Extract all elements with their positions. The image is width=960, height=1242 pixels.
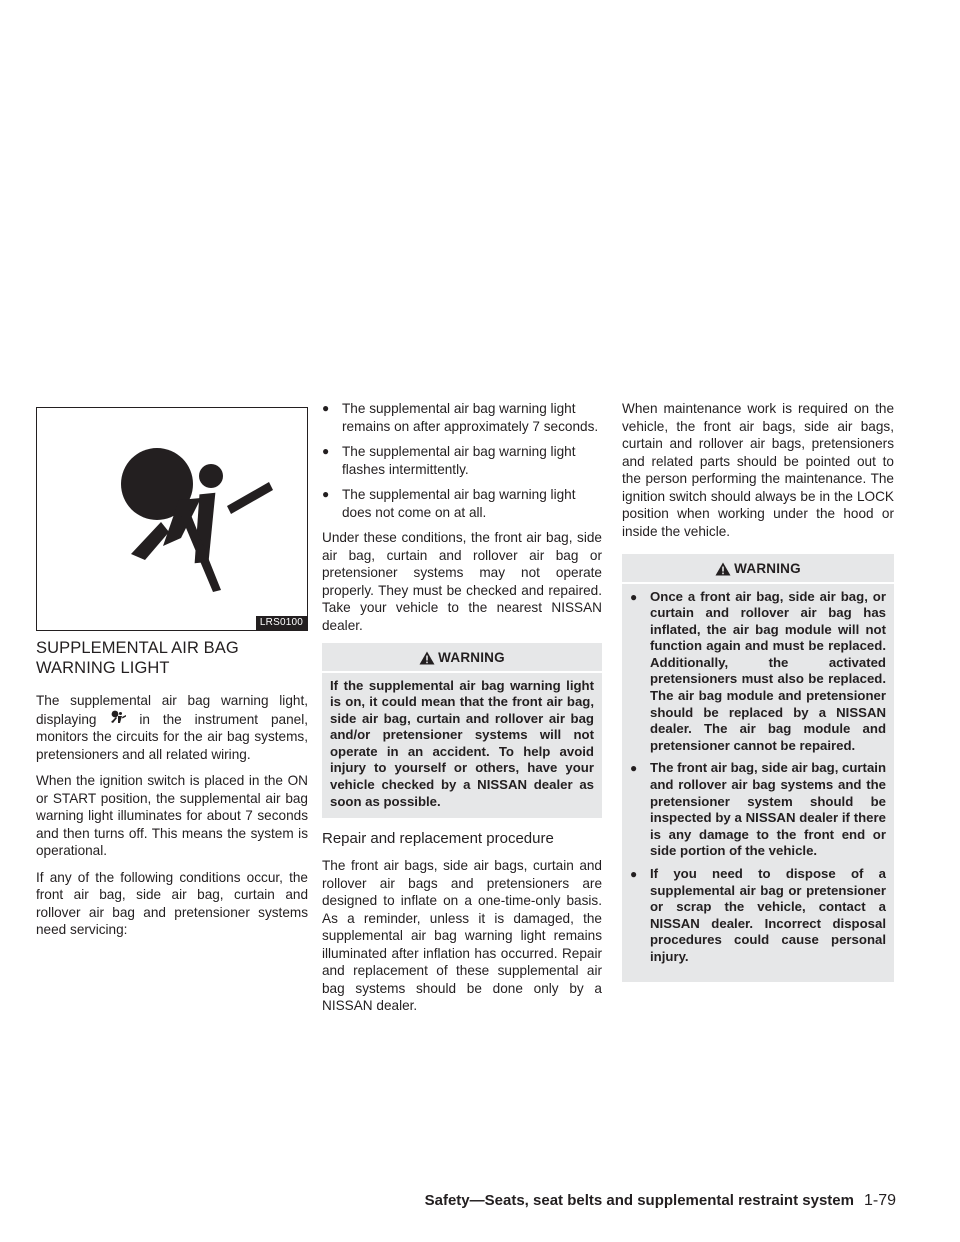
service-paragraph: Under these conditions, the front air bag, side air bag, curtain and rollover air bag or pretensioner systems may not operate properly. They must be checked and repaired. Take your vehicle to the nearest NISSAN dealer. (322, 530, 602, 633)
conditions-list (322, 400, 602, 521)
warning-triangle-icon (715, 562, 731, 576)
column-middle (322, 400, 602, 1024)
list-item: ● If you need to dispose of a supplemental air bag or pretensioner or scrap the vehicle, contact a NISSAN dealer. Incorrect disposal procedures could cause personal injury. (630, 866, 886, 964)
column-left (36, 400, 308, 948)
ignition-paragraph: When the ignition switch is placed in the ON or START position, the supplemental air bag warning light illuminates for about 7 seconds and then turns off. This means the system is operational. (36, 773, 308, 858)
list-item: ● The front air bag, side air bag, curtain and rollover air bag systems and the pretensioner system should be inspected by a NISSAN dealer if there is any damage to the front end or side portion of the vehicle. (630, 760, 886, 859)
warning-box (622, 554, 894, 982)
page-footer (425, 1192, 896, 1210)
subheading: Repair and replacement procedure (322, 830, 554, 848)
airbag-warning-icon (110, 710, 126, 726)
list-item: ● Once a front air bag, side air bag, or curtain and rollover air bag has inflated, the air bag module will not function again and must be replaced. Additionally, the activated pretensioners must also be replaced. The air bag module and pretensioner should be replaced by a NISSAN dealer. The air bag module and pretensioner cannot be repaired. (630, 588, 886, 753)
page-number: 1-79 (863, 1192, 896, 1209)
figure-label: LRS0100 (256, 616, 307, 630)
list-item: ● The supplemental air bag warning light does not come on at all. (322, 487, 576, 520)
warning-text: If the supplemental air bag warning light is on, it could mean that the front air bag, side air bag, curtain and rollover air bag and/or pretensioner systems will not operate in an accident. To help avoid injury to yourself or others, have your vehicle checked by a NISSAN dealer as soon as possible. (330, 677, 594, 809)
section-heading: SUPPLEMENTAL AIR BAG WARNING LIGHT (36, 639, 239, 677)
warning-divider (622, 582, 894, 584)
warning-divider (322, 671, 602, 673)
warning-triangle-icon (419, 651, 435, 665)
repair-paragraph: The front air bags, side air bags, curtain and rollover air bags and pretensioners are designed to inflate on a one-time-only basis. As a reminder, unless it is damaged, the supplemental air bag warning light remains illuminated after inflation has occurred. Repair and replacement of these supplemental air bag systems should be done only by a NISSAN dealer. (322, 858, 602, 1014)
warning-list (630, 589, 886, 966)
airbag-warning-icon (109, 442, 279, 592)
warning-box (322, 643, 602, 818)
airbag-figure (36, 407, 308, 631)
maintenance-paragraph: When maintenance work is required on the vehicle, the front air bags, side air bags, curtain and rollover air bags, pretensioners and related parts should be pointed out to the person performing the maintenance. The ignition switch should always be in the LOCK position when working under the hood or inside the vehicle. (622, 401, 894, 539)
footer-title: Safety—Seats, seat belts and supplemental restraint system (424, 1192, 854, 1209)
conditions-paragraph: If any of the following conditions occur, the front air bag, side air bag, curtain and rollover air bag and pretensioner systems need servicing: (36, 869, 308, 937)
list-item: ● The supplemental air bag warning light flashes intermittently. (322, 444, 576, 477)
warning-heading: WARNING (330, 643, 594, 671)
warning-heading: WARNING (630, 554, 886, 582)
column-right (622, 400, 894, 992)
intro-paragraph: The supplemental air bag warning light, displaying in the instrument panel, monitors the circuits for the air bag systems, pretensioners and all related wiring. (36, 693, 308, 762)
list-item: ● The supplemental air bag warning light remains on after approximately 7 seconds. (322, 401, 599, 434)
